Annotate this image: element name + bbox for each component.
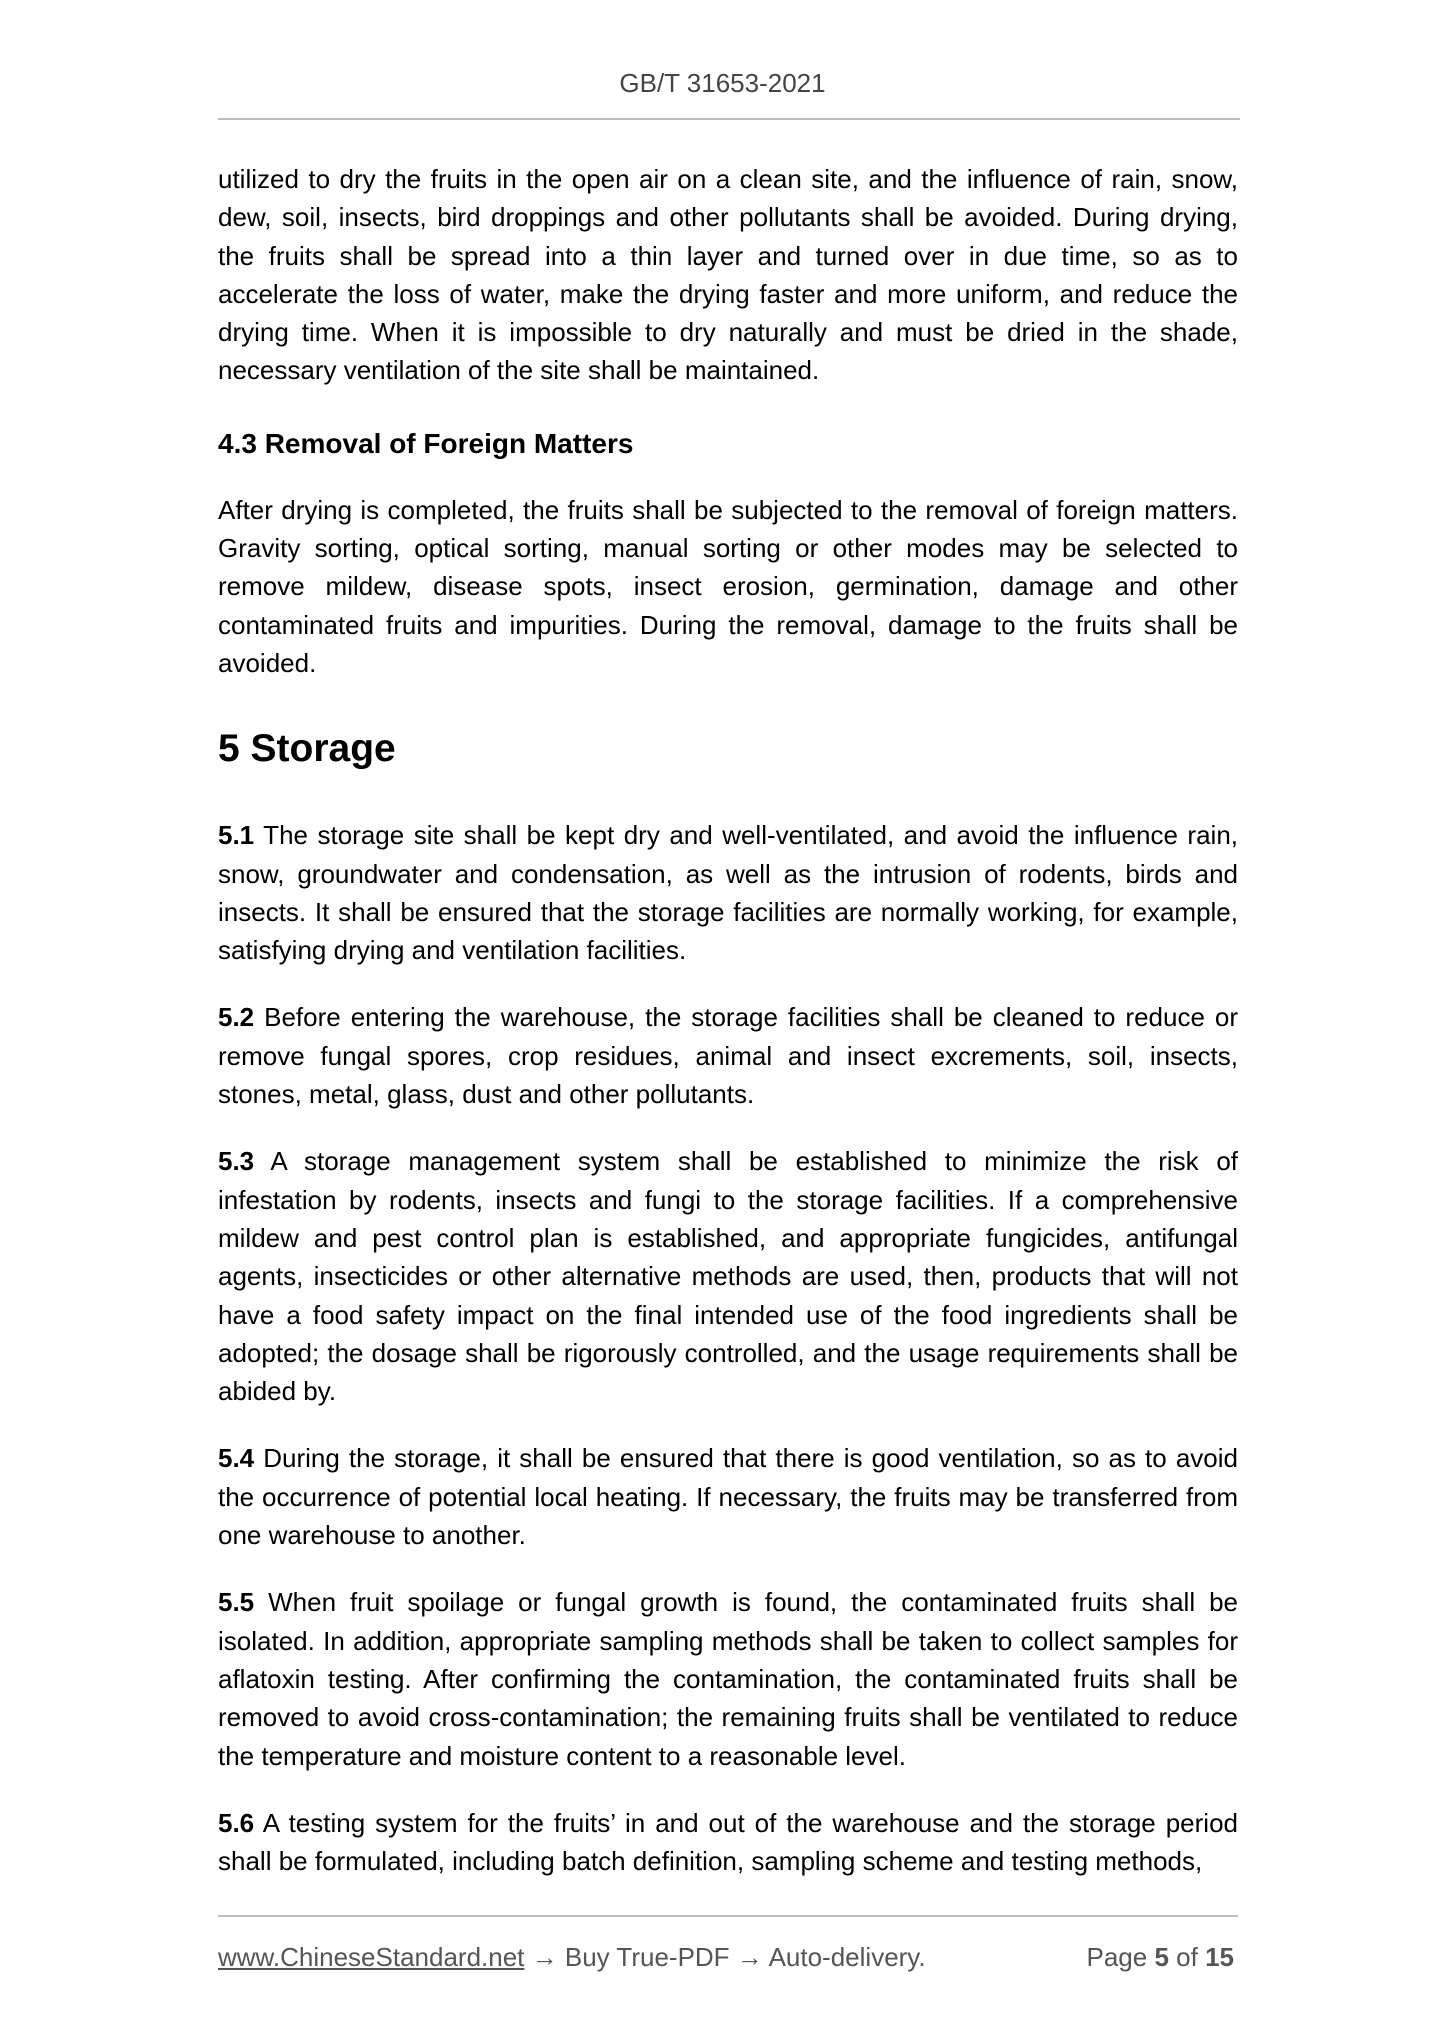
clause-5-1 xyxy=(218,816,1238,969)
header-divider xyxy=(218,118,1240,120)
clause-text: When fruit spoilage or fungal growth is found, the contaminated fruits shall be isolated. In addition, appropriate sampling methods shall be taken to collect samples for aflatoxin testing. After confirming the contamination, the contaminated fruits shall be removed to avoid cross-contamination; the remaining fruits shall be ventilated to reduce the temperature and moisture content to a reasonable level. xyxy=(218,1587,1238,1771)
section-5-heading: 5 Storage xyxy=(218,727,396,771)
page-label: Page xyxy=(1086,1942,1148,1972)
clause-number: 5.1 xyxy=(218,820,255,851)
footer-promo xyxy=(218,1938,926,1976)
clause-5-2 xyxy=(218,998,1238,1113)
page-footer xyxy=(218,1938,1234,1976)
section-4-3-heading: 4.3 Removal of Foreign Matters xyxy=(218,427,634,459)
of-label: of xyxy=(1176,1942,1198,1972)
clause-text: During the storage, it shall be ensured that there is good ventilation, so as to avoid the occurrence of potential local heating. If necessary, the fruits may be transferred from one warehouse to another. xyxy=(218,1443,1238,1551)
section-4-3-text: After drying is completed, the fruits shall be subjected to the removal of foreign matters. Gravity sorting, optical sorting, manual sorting or other modes may be selected to remove mildew, disease spots, insect erosion, germination, damage and other contaminated fruits and impurities. During the removal, damage to the fruits shall be avoided. xyxy=(218,494,1238,678)
clause-number: 5.5 xyxy=(218,1587,255,1618)
clause-number: 5.6 xyxy=(218,1807,255,1838)
page-indicator xyxy=(1086,1938,1234,1976)
clause-number: 5.3 xyxy=(218,1146,255,1177)
clause-number: 5.2 xyxy=(218,1002,255,1033)
site-link[interactable]: www.ChineseStandard.net xyxy=(218,1942,525,1972)
clause-text: Before entering the warehouse, the storage facilities shall be cleaned to reduce or remove fungal spores, crop residues, animal and insect excrements, soil, insects, stones, metal, glass, dust and other pollutants. xyxy=(218,1002,1238,1110)
clause-5-6 xyxy=(218,1804,1238,1881)
document-code-header: GB/T 31653-2021 xyxy=(619,68,826,98)
clause-5-3 xyxy=(218,1142,1238,1410)
intro-paragraph: utilized to dry the fruits in the open air on a clean site, and the influence of rain, snow, dew, soil, insects, bird droppings and other pollutants shall be avoided. During drying, the fruits shall be spread into a thin layer and turned over in due time, so as to accelerate the loss of water, make the drying faster and more uniform, and reduce the drying time. When it is impossible to dry naturally and must be dried in the shade, necessary ventilation of the site shall be maintained. xyxy=(218,164,1238,386)
footer-promo-text: → Buy True-PDF → Auto-delivery. xyxy=(524,1942,926,1972)
clause-5-4 xyxy=(218,1439,1238,1554)
clause-text: A testing system for the fruits’ in and out of the warehouse and the storage period shall be formulated, including batch definition, sampling scheme and testing methods, xyxy=(218,1807,1238,1877)
clause-5-5 xyxy=(218,1583,1238,1774)
document-body xyxy=(218,160,1238,1880)
clause-text: A storage management system shall be established to minimize the risk of infestation by rodents, insects and fungi to the storage facilities. If a comprehensive mildew and pest control plan is established, and appropriate fungicides, antifungal agents, insecticides or other alternative methods are used, then, products that will not have a food safety impact on the final intended use of the food ingredients shall be adopted; the dosage shall be rigorously controlled, and the usage requirements shall be abided by. xyxy=(218,1146,1238,1407)
page-current: 5 xyxy=(1154,1942,1169,1972)
clause-number: 5.4 xyxy=(218,1443,255,1474)
page-total: 15 xyxy=(1205,1942,1234,1972)
clause-text: The storage site shall be kept dry and well-ventilated, and avoid the influence rain, snow, groundwater and condensation, as well as the intrusion of rodents, birds and insects. It shall be ensured that the storage facilities are normally working, for example, satisfying drying and ventilation facilities. xyxy=(218,820,1238,966)
footer-divider xyxy=(218,1915,1238,1917)
